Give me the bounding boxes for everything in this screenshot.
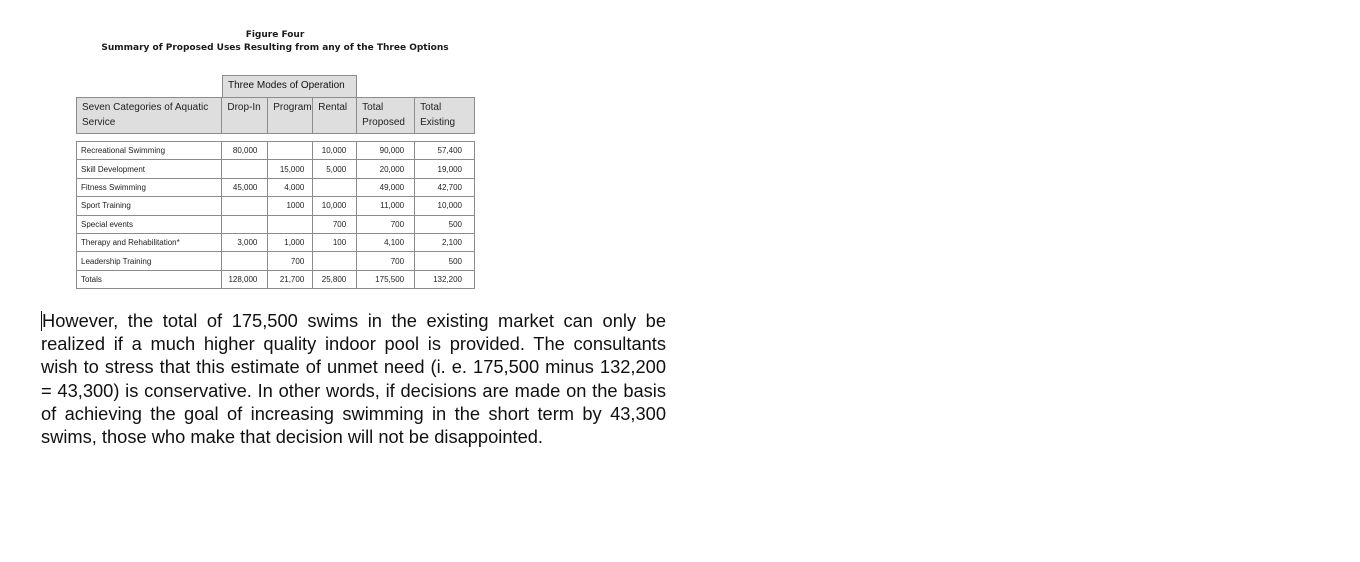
- table-row: [77, 252, 475, 270]
- cell-total-existing: 2,100: [415, 233, 475, 251]
- row-label: Leadership Training: [77, 252, 222, 270]
- table-row-totals: [77, 270, 475, 288]
- table-row: [77, 160, 475, 178]
- cell-total-proposed: 4,100: [357, 233, 415, 251]
- row-label: Fitness Swimming: [77, 178, 222, 196]
- row-label: Skill Development: [77, 160, 222, 178]
- cell-total-proposed: 20,000: [357, 160, 415, 178]
- cell-rental: 5,000: [313, 160, 357, 178]
- cell-program: 700: [268, 252, 313, 270]
- cell-rental: 10,000: [313, 142, 357, 160]
- col-header-category: Seven Categories of Aquatic Service: [77, 98, 222, 134]
- col-header-rental: Rental: [313, 98, 357, 134]
- row-label: Therapy and Rehabilitation*: [77, 233, 222, 251]
- cell-total-proposed: 700: [357, 252, 415, 270]
- cell-total-existing: 500: [415, 215, 475, 233]
- figure-subtitle: Summary of Proposed Uses Resulting from any of the Three Options: [101, 43, 449, 53]
- cell-total-proposed: 700: [357, 215, 415, 233]
- cell-drop-in: [222, 160, 268, 178]
- col-header-total-existing: Total Existing: [415, 98, 475, 134]
- cell-rental: [313, 178, 357, 196]
- cell-total-existing: 57,400: [415, 142, 475, 160]
- cell-total-proposed: 49,000: [357, 178, 415, 196]
- cell-total-proposed: 90,000: [357, 142, 415, 160]
- cell-total-existing: 500: [415, 252, 475, 270]
- paragraph-text: However, the total of 175,500 swims in the existing market can only be realized if a much higher quality indoor pool is provided. The consultants wish to stress that this estimate of unmet need (i. e. 175,500 minus 132,200 = 43,300) is conservative. In other words, if decisions are made on the basis of achieving the goal of increasing swimming in the short term by 43,300 swims, those who make that decision will not be disappointed.: [41, 310, 666, 448]
- col-header-total-proposed: Total Proposed: [357, 98, 415, 134]
- cell-total-existing: 132,200: [415, 270, 475, 288]
- cell-program: 1000: [268, 197, 313, 215]
- cell-program: [268, 215, 313, 233]
- cell-drop-in: [222, 215, 268, 233]
- cell-program: 21,700: [268, 270, 313, 288]
- cell-program: 1,000: [268, 233, 313, 251]
- table-row: [77, 197, 475, 215]
- row-label: Totals: [77, 270, 222, 288]
- cell-total-proposed: 175,500: [357, 270, 415, 288]
- cell-drop-in: 45,000: [222, 178, 268, 196]
- cell-drop-in: 128,000: [222, 270, 268, 288]
- cell-rental: 700: [313, 215, 357, 233]
- table-header: [76, 97, 475, 134]
- cell-drop-in: 80,000: [222, 142, 268, 160]
- figure-title: Figure Four: [245, 30, 305, 40]
- col-header-program: Program: [268, 98, 313, 134]
- cell-drop-in: 3,000: [222, 233, 268, 251]
- cell-drop-in: [222, 252, 268, 270]
- cell-rental: 25,800: [313, 270, 357, 288]
- row-label: Recreational Swimming: [77, 142, 222, 160]
- cell-program: 4,000: [268, 178, 313, 196]
- data-table: [76, 141, 475, 289]
- cell-total-existing: 10,000: [415, 197, 475, 215]
- table-row: [77, 142, 475, 160]
- col-header-drop-in: Drop-In: [222, 98, 268, 134]
- cell-program: 15,000: [268, 160, 313, 178]
- cell-rental: 10,000: [313, 197, 357, 215]
- cell-total-existing: 19,000: [415, 160, 475, 178]
- table-row: [77, 215, 475, 233]
- cell-drop-in: [222, 197, 268, 215]
- modes-group-header: Three Modes of Operation: [222, 75, 357, 97]
- cell-total-existing: 42,700: [415, 178, 475, 196]
- table-row: [77, 178, 475, 196]
- cell-rental: [313, 252, 357, 270]
- row-label: Special events: [77, 215, 222, 233]
- cell-program: [268, 142, 313, 160]
- body-paragraph[interactable]: [41, 309, 666, 448]
- cell-rental: 100: [313, 233, 357, 251]
- cell-total-proposed: 11,000: [357, 197, 415, 215]
- table-row: [77, 233, 475, 251]
- row-label: Sport Training: [77, 197, 222, 215]
